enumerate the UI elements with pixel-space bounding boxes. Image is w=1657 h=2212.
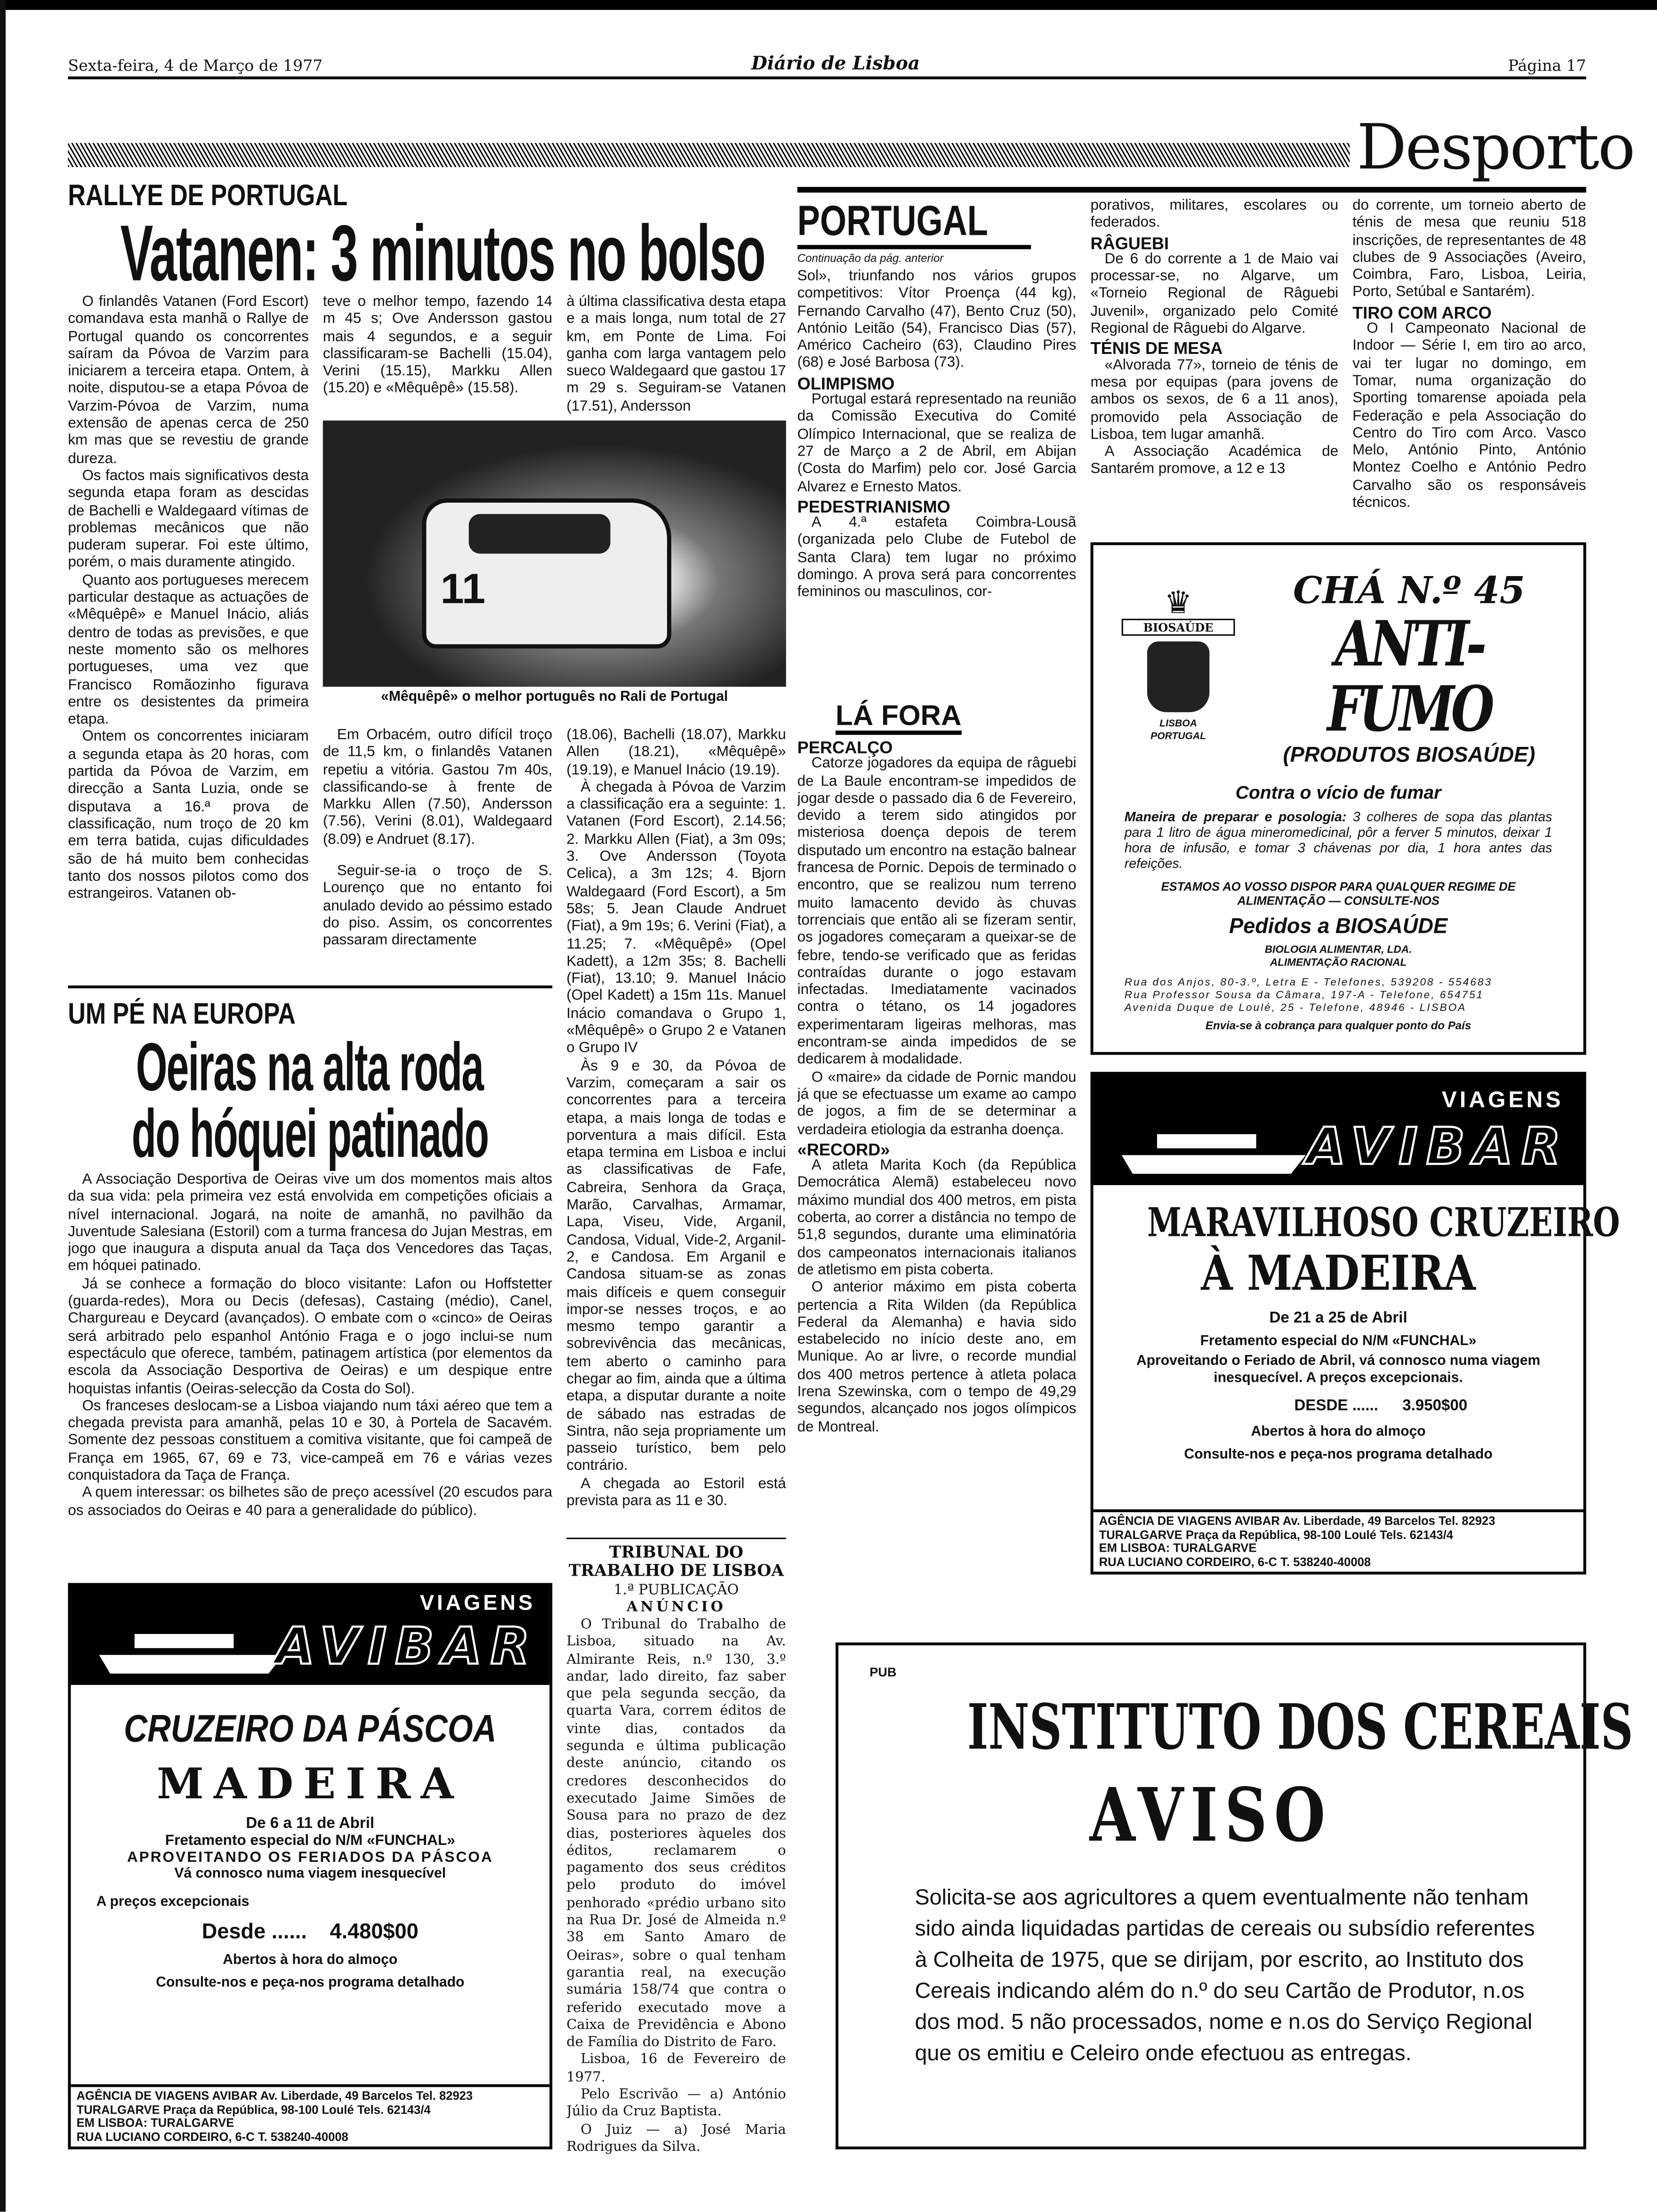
address-line: Rua dos Anjos, 80-3.º, Letra E - Telefones, 539208 - 554683 — [1124, 975, 1492, 988]
footer-line: RUA LUCIANO CORDEIRO, 6-C T. 538240-40008 — [76, 2129, 348, 2143]
paragraph: do corrente, um torneio aberto de ténis de mesa que reuniu 518 inscrições, de representantes de 48 clubes de 9 Associações (Aveiro, Coimbra, Faro, Lisboa, Leiria, Porto, Setúbal e Santarém). — [1352, 198, 1586, 301]
portugal-column-1 — [797, 269, 1077, 694]
continuation-note: Continuação da pág. anterior — [797, 252, 944, 265]
footer-line: EM LISBOA: TURALGARVE — [1099, 1540, 1257, 1555]
ad-orders: Pedidos a BIOSAÚDE — [1229, 914, 1448, 939]
paragraph: à última classificativa desta etapa e a mais longa, num total de 27 km, em Ponte de Lima. Foi ganha com larga vantagem pelo sueco Waldegaard que gastou 17 m 29 s. Seguiram-se Vatanen (17.51), Andersson — [566, 294, 786, 415]
ad-holiday: APROVEITANDO OS FERIADOS DA PÁSCOA — [127, 1849, 493, 1867]
lafora-heading: LÁ FORA — [836, 702, 961, 735]
paragraph: A Associação Académica de Santarém promove, a 12 e 13 — [1090, 445, 1339, 478]
subheading-tiro: TIRO COM ARCO — [1352, 303, 1492, 323]
ad-aviso: AVISO — [1089, 1772, 1332, 1859]
lafora-column — [797, 737, 1077, 1573]
ad-dates: De 6 a 11 de Abril — [246, 1815, 375, 1832]
divider — [68, 986, 552, 988]
footer-line: EM LISBOA: TURALGARVE — [76, 2115, 234, 2130]
ad-destination: À MADEIRA — [1201, 1246, 1476, 1303]
paragraph: Quanto aos portugueses merecem particular destaque as actuações de «Mêquêpê» e Manuel Inácio, aliás dentro de todas as previsões, e que neste momento são os melhores portugueses, uma vez que Francisco Romãozinho figurava entre os desistentes da primeira etapa. — [68, 573, 309, 728]
ad-charter: Fretamento especial do N/M «FUNCHAL» — [165, 1832, 455, 1850]
footer-line: TURALGARVE Praça da República, 98-100 Loulé Tels. 62143/4 — [76, 2102, 431, 2116]
paragraph: Catorze jogadores da equipa de râguebi de La Baule encontram-se impedidos de jogar desde o passado dia 6 de Fevereiro, devido a terem sido atingidos por misteriosa doença depois de terem disputado um encontro na estação balnear francesa de Pornic. Depois de terminado o encontro, que se realizou num terreno muito lamacento devido às chuvas torrenciais que então ali se fizeram sentir, os jogadores começaram a queixar-se de febre, tendo-se verificado que as feridas contraídas durante o jogo estavam infectadas. Imediatamente vacinados contra o tétano, os 14 jogadores experimentaram ligeiras melhoras, mas encontram-se ainda impedidos de se dedicarem à modalidade. — [797, 756, 1077, 1068]
ad-tagline: Contra o vício de fumar — [1235, 781, 1441, 803]
paragraph: teve o melhor tempo, fazendo 14 m 45 s; Ove Andersson gastou mais 4 segundos, e a seguir classificaram-se Bachelli (15.04), Verini (15.15), Markku Allen (15.20) e «Mêquêpê» (15.58). — [322, 294, 553, 397]
avibar-logo: AVIBAR — [1306, 1118, 1569, 1177]
avibar-madeira-cruise-ad — [1091, 1072, 1620, 1574]
paragraph: Em Orbacém, outro difícil troço de 11,5 km, o finlandês Vatanen repetiu a vitória. Gastou 7m 40s, classificando-se à frente de Markku Allen (7.50), Andersson (7.56), Verini (8.01), Waldegaard (8.09) e Andruet (8.17). — [322, 728, 553, 848]
portugal-column-3 — [1352, 198, 1586, 532]
paragraph: A 4.ª estafeta Coimbra-Lousã (organizada pelo Clube de Futebol de Santa Clara) tem lugar no próximo domingo. A prova será para concorrentes femininos ou masculinos, cor- — [797, 515, 1077, 601]
mortar-icon — [1147, 641, 1209, 712]
ad-destination: MADEIRA — [157, 1760, 464, 1810]
subheading-record: «RECORD» — [797, 1139, 890, 1160]
oeiras-kicker: UM PÉ NA EUROPA — [68, 998, 296, 1031]
paragraph: (18.06), Bachelli (18.07), Markku Allen (18.21), «Mêquêpê» (19.19), e Manuel Inácio (19.19). — [566, 728, 786, 778]
page-number: Página 17 — [1503, 56, 1586, 75]
notice-publication: 1.ª PUBLICAÇÃO — [613, 1583, 739, 1599]
notice-date: Lisboa, 16 de Fevereiro de 1977. — [566, 2052, 786, 2085]
ad-invite: Vá connosco numa viagem inesquecível — [174, 1866, 446, 1882]
logo-city: LISBOA — [1159, 719, 1197, 729]
paragraph: Já se conhece a formação do bloco visitante: Lafon ou Hoffstetter (guarda-redes), Mora ou Decis (defesas), Castaing (médio), Canel, Chargureau e Deycard (avançados). O embate com o «cinco» de Oeiras será arbitrado pelo espanhol António Fraga e o jogo inclui-se num espectáculo que oferece, também, patinagem artística (por elementos da escola da Associação Desportiva de Oeiras) e um despique entre hoquistas infantis (Oeiras-selecção da Costa do Sol). — [68, 1277, 553, 1397]
subheading-raguebi: RÂGUEBI — [1090, 233, 1169, 253]
top-border — [0, 0, 1657, 10]
paragraph: «Alvorada 77», torneio de ténis de mesa por equipas (para jovens de ambos os sexos, de 6 a 11 anos), promovido pela Associação de Lisboa, tem lugar amanhã. — [1090, 358, 1339, 443]
rally-column-3-top — [566, 295, 786, 419]
header-rule — [68, 76, 1586, 79]
biosaude-logo — [1122, 585, 1235, 744]
ad-title: CHÁ N.º 45 — [1293, 570, 1525, 613]
paragraph: Os factos mais significativos desta segunda etapa foram as descidas de Bachelli e Waldegaard vítimas de problemas mecânicos que não puderam superar. Foi este último, porém, o mais duramente atingido. — [68, 468, 309, 571]
ad-price: 4.480$00 — [330, 1920, 418, 1944]
ad-product: ANTI-FUMO — [1327, 609, 1491, 746]
company-tagline: ALIMENTAÇÃO RACIONAL — [1270, 955, 1407, 969]
ad-from: Desde ...... — [201, 1920, 307, 1944]
paragraph: O Tribunal do Trabalho de Lisboa, situado na Av. Almirante Reis, n.º 130, 3.º andar, lado direito, faz saber que pela segunda secção, da quarta Vara, correm éditos de vinte dias, contados da segunda e última publicação deste anúncio, citando os credores desconhecidos do executado Jaime Simões de Sousa para no prazo de dez dias, posteriores àqueles dos éditos, reclamarem o pagamento dos seus créditos pelo produto do imóvel penhorado «prédio urbano sito na Rua Dr. José de Almeida n.º 38 em Santo Amaro de Oeiras», sobre o qual tenham garantia real, na execução sumária 158/74 que contra o referido executado move a Caixa de Previdência e Abono de Família do Distrito de Faro. — [566, 1617, 786, 2051]
ad-viagens-label: VIAGENS — [419, 1591, 536, 1616]
pub-label: PUB — [869, 1665, 897, 1680]
oeiras-article — [68, 1172, 552, 1557]
left-border — [0, 0, 6, 2212]
tribunal-notice — [566, 1538, 786, 2169]
footer-line: AGÊNCIA DE VIAGENS AVIBAR Av. Liberdade, 49 Barcelos Tel. 82923 — [76, 2088, 473, 2103]
ad-open: Abertos à hora do almoço — [223, 1952, 398, 1968]
oeiras-headline-2: do hóquei patinado — [131, 1097, 489, 1173]
company-name: BIOLOGIA ALIMENTAR, LDA. — [1264, 943, 1412, 956]
footer-line: RUA LUCIANO CORDEIRO, 6-C T. 538240-40008 — [1099, 1554, 1371, 1568]
avibar-easter-cruise-ad — [68, 1583, 552, 2149]
ad-footer — [71, 2084, 549, 2147]
paragraph: Ontem os concorrentes iniciaram a segunda etapa às 20 horas, com partida da Póvoa de Varzim, em direcção a Santa Luzia, onde se disputava a 16.ª prova de classificação, num troço de 20 km em terra batida, cujas dificuldades são de há muito bem conhecidas tanto dos nossos pilotos como dos estrangeiros. Vatanen ob- — [68, 729, 309, 902]
paragraph: O finlandês Vatanen (Ford Escort) comandava esta manhã o Rallye de Portugal quando os concorrentes saíram da Póvoa de Varzim para iniciarem a terceira etapa. Ontem, à noite, disputou-se a etapa Póvoa de Varzim-Póvoa de Varzim, numa extensão de apenas cerca de 250 km mas que se revestiu de grande dureza. — [68, 294, 309, 467]
crown-icon: ♛ — [1164, 585, 1192, 620]
ad-charter: Fretamento especial do N/M «FUNCHAL» — [1200, 1334, 1477, 1350]
ad-dates: De 21 a 25 de Abril — [1269, 1309, 1408, 1327]
notice-judge: O Juiz — a) José Maria Rodrigues da Silva. — [566, 2122, 786, 2155]
usage-text: 3 colheres de sopa das plantas para 1 litro de água mineromedicinal, pôr a ferver 5 minutos, deixar 1 hora de infusão, e tomar 3 chávenas por dia, 1 hora antes das refeições. — [1124, 809, 1552, 873]
portugal-heading: PORTUGAL — [797, 198, 988, 245]
rally-column-2-top — [323, 295, 552, 419]
paragraph: Portugal estará representado na reunião da Comissão Executiva do Comité Olímpico Internacional, que se realiza de 27 de Março a 2 de Abril, em Abijan (Costa do Marfim) pelo cor. José Garcia Alvarez e Ernesto Matos. — [797, 392, 1077, 495]
paragraph: De 6 do corrente a 1 de Maio vai processar-se, no Algarve, um «Torneio Regional de Râguebi Juvenil», organizado pelo Comité Regional de Râguebi do Algarve. — [1090, 252, 1339, 337]
paragraph: porativos, militares, escolares ou federados. — [1090, 198, 1339, 232]
subheading-percalco: PERCALÇO — [797, 737, 893, 758]
paragraph: Às 9 e 30, da Póvoa de Varzim, começaram a sair os concorrentes para a terceira etapa, a mais longa de todas e porventura a mais difícil. Esta etapa termina em Lisboa e inclui as classificativas de Fafe, Cabreira, Senhora da Graça, Marão, Carvalhas, Armamar, Lapa, Viseu, Vide, Arganil, Candosa, Vidual, Vide-2, Arganil-2, e Candosa. Em Arganil e Candosa situam-se as zonas mais difíceis e quem conseguir impor-se nesses troços, e ao mesmo tempo garantir a sobrevivência das mecânicas, tem aberto o caminho para chegar ao fim, ainda que a última etapa, a disputar durante a noite de sábado nas estradas de Sintra, não seja propriamente um passeio turístico, bem pelo contrário. — [566, 1058, 786, 1475]
ad-title: MARAVILHOSO CRUZEIRO — [1147, 1199, 1620, 1246]
address-line: Avenida Duque de Loulé, 25 - Telefone, 48946 - LISBOA — [1124, 1001, 1467, 1014]
rally-kicker: RALLYE DE PORTUGAL — [68, 180, 348, 213]
ad-footer — [1094, 1509, 1584, 1571]
section-title: Desporto — [1357, 112, 1634, 184]
ad-brand: (PRODUTOS BIOSAÚDE) — [1283, 743, 1536, 768]
ad-title: INSTITUTO DOS CEREAIS — [967, 1692, 1633, 1764]
ad-from: DESDE ...... — [1294, 1397, 1378, 1415]
paragraph: À chegada à Póvoa de Varzim a classificação era a seguinte: 1. Vatanen (Ford Escort), 2.14.56; 2. Markku Allen (Fiat), a 3m 09s; 3. Ove Andersson (Toyota Celica), a 3m 12s; 4. Bjorn Waldegaard (Ford Escort), a 5m 58s; 5. Jean Claude Andruet (Fiat), a 9m 19s; 6. Verini (Fiat), a 11.25; 7. «Mêquêpê» (Opel Kadett), a 12m 35s; 8. Bachelli (Fiat), 13.10; 9. Manuel Inácio (Opel Kadett) a 15m 11s. Manuel Inácio comandava o Grupo 1, «Mêquêpê» o Grupo 2 e Vatanen o Grupo IV — [566, 780, 786, 1057]
ad-offer: ESTAMOS AO VOSSO DISPOR PARA QUALQUER REGIME DE ALIMENTAÇÃO — CONSULTE-NOS — [1161, 879, 1516, 908]
photo-caption: «Mêquêpê» o melhor português no Rali de Portugal — [381, 689, 728, 705]
paragraph: O anterior máximo em pista coberta pertencia a Rita Wilden (da República Federal da Alemanha) e havia sido estabelecido no início deste ano, em Munique. Ao ar livre, o recorde mundial dos 400 metros pertence à atleta polaca Irena Szewinska, com o tempo de 49,29 segundos, alcançado nos jogos olímpicos de Montreal. — [797, 1280, 1077, 1435]
rally-car-photo — [323, 421, 786, 687]
footer-line: TURALGARVE Praça da República, 98-100 Loulé Tels. 62143/4 — [1099, 1527, 1453, 1541]
notice-clerk: Pelo Escrivão — a) António Júlio da Cruz Baptista. — [566, 2087, 786, 2120]
section-hatch-bar — [68, 143, 1350, 167]
notice-heading: ANÚNCIO — [627, 1600, 726, 1616]
logo-text: BIOSAÚDE — [1122, 619, 1235, 636]
oeiras-headline-1: Oeiras na alta roda — [136, 1031, 483, 1106]
paragraph: A atleta Marita Koch (da República Democrática Alemã) estabeleceu novo máximo mundial dos 400 metros, em pista coberta, ao correr a distância no tempo de 51,8 segundos, durante uma eliminatória dos campeonatos internacionais italianos de atletismo em pista coberta. — [797, 1158, 1077, 1279]
ad-body: Solicita-se aos agricultores a quem eventualmente não tenham sido ainda liquidadas partidas de cereais ou subsídio referentes à Colheita de 1975, que se dirijam, por escrito, ao Instituto dos Cereais indicando além do n.º do seu Cartão de Produtor, n.os dos mod. 5 não processados, nome e n.os do Serviço Regional que os emitiu e Celeiro onde efectuou as entregas. — [915, 1886, 1535, 2066]
ship-banner — [71, 1586, 549, 1685]
notice-title: TRIBUNAL DO TRABALHO DE LISBOA — [568, 1542, 784, 1580]
paragraph: A Associação Desportiva de Oeiras vive um dos momentos mais altos da sua vida: pela primeira vez está envolvida em competições oficiais a nível internacional. Jogará, na noite de amanhã, no pavilhão da Juventude Salesiana (Estoril) com a turma francesa do Jujan Mestras, em jogo que inaugura a disputa anual da Taça dos Vencedores das Taças, em hóquei patinado. — [68, 1172, 553, 1275]
masthead: Diário de Lisboa — [736, 54, 934, 75]
issue-date: Sexta-feira, 4 de Março de 1977 — [68, 56, 328, 75]
ad-shipping: Envia-se à cobrança para qualquer ponto do País — [1205, 1019, 1472, 1033]
paragraph: A quem interessar: os bilhetes são de preço acessível (20 escudos para os associados do Oeiras e 40 para a generalidade do público). — [68, 1485, 553, 1519]
address-line: Rua Professor Sousa da Câmara, 197-A - Telefone, 654751 — [1124, 988, 1484, 1002]
paragraph: A chegada ao Estoril está prevista para as 11 e 30. — [566, 1476, 786, 1510]
paragraph: Sol», triunfando nos vários grupos competitivos: Vítor Proença (44 kg), Fernando Carvalho (47), Bento Cruz (50), António Leitão (54), Francisco Dias (57), Américo Cacheiro (63), Claudino Pires (68) e José Barbosa (73). — [797, 269, 1077, 372]
section-rule — [797, 187, 1586, 192]
ad-title: CRUZEIRO DA PÁSCOA — [124, 1707, 497, 1750]
rally-headline: Vatanen: 3 minutos no bolso — [120, 208, 765, 297]
subheading-pedestrianismo: PEDESTRIANISMO — [797, 497, 950, 517]
portugal-heading-box — [797, 198, 1031, 249]
ad-body: Aproveitando o Feriado de Abril, vá connosco numa viagem inesquecível. A preços excepcionais. — [1136, 1354, 1541, 1387]
subheading-olimpismo: OLIMPISMO — [797, 373, 895, 393]
portugal-column-2 — [1091, 198, 1338, 532]
rally-column-1 — [68, 295, 308, 977]
paragraph: O «maire» da cidade de Pornic mandou já que se efectuasse um exame ao campo de jogos, a fim de se determinar a verdadeira etiologia da estranha doença. — [797, 1070, 1077, 1138]
instituto-cereais-ad — [836, 1643, 1633, 2149]
car-image — [422, 498, 671, 649]
ad-open: Abertos à hora do almoço — [1251, 1424, 1426, 1440]
rally-column-2-bottom — [323, 728, 552, 980]
ad-viagens-label: VIAGENS — [1441, 1089, 1564, 1113]
paragraph: O I Campeonato Nacional de Indoor — Série I, em tiro ao arco, vai ter lugar no domingo, em Tomar, numa organização do Sporting tomarense apoiada pela Federação e pela Associação do Centro do Tiro com Arco. Vasco Melo, António Pinto, António Montez Coelho e António Pedro Carvalho são os responsáveis técnicos. — [1352, 321, 1586, 512]
subheading-tenis: TÉNIS DE MESA — [1090, 339, 1223, 359]
biosaude-ad — [1091, 542, 1586, 1055]
paragraph: Os franceses deslocam-se a Lisboa viajando num táxi aéreo que tem a chegada prevista para amanhã, pelas 10 e 30, à Portela de Sacavém. Somente dez pessoas constituem a comitiva visitante, que foi campeã de França em 1965, 67, 69 e 73, vice-campeã em 76 e várias vezes conquistadora da Taça de França. — [68, 1398, 553, 1484]
footer-line: AGÊNCIA DE VIAGENS AVIBAR Av. Liberdade, 49 Barcelos Tel. 82923 — [1099, 1514, 1496, 1528]
logo-country: PORTUGAL — [1150, 732, 1206, 742]
paragraph: Seguir-se-ia o troço de S. Lourenço que no entanto foi anulado devido ao péssimo estado do piso. Assim, os concorrentes passaram directamente — [322, 864, 553, 949]
ship-banner — [1094, 1074, 1584, 1185]
car-number-graphic: 11 — [440, 566, 486, 613]
usage-label: Maneira de preparar e posologia: — [1124, 809, 1347, 825]
ad-consult: Consulte-nos e peça-nos programa detalhado — [1184, 1447, 1493, 1463]
ad-consult: Consulte-nos e peça-nos programa detalhado — [156, 1975, 465, 1991]
ad-prices: A preços excepcionais — [96, 1894, 249, 1910]
ad-price: 3.950$00 — [1402, 1397, 1468, 1415]
avibar-logo: AVIBAR — [275, 1618, 539, 1677]
